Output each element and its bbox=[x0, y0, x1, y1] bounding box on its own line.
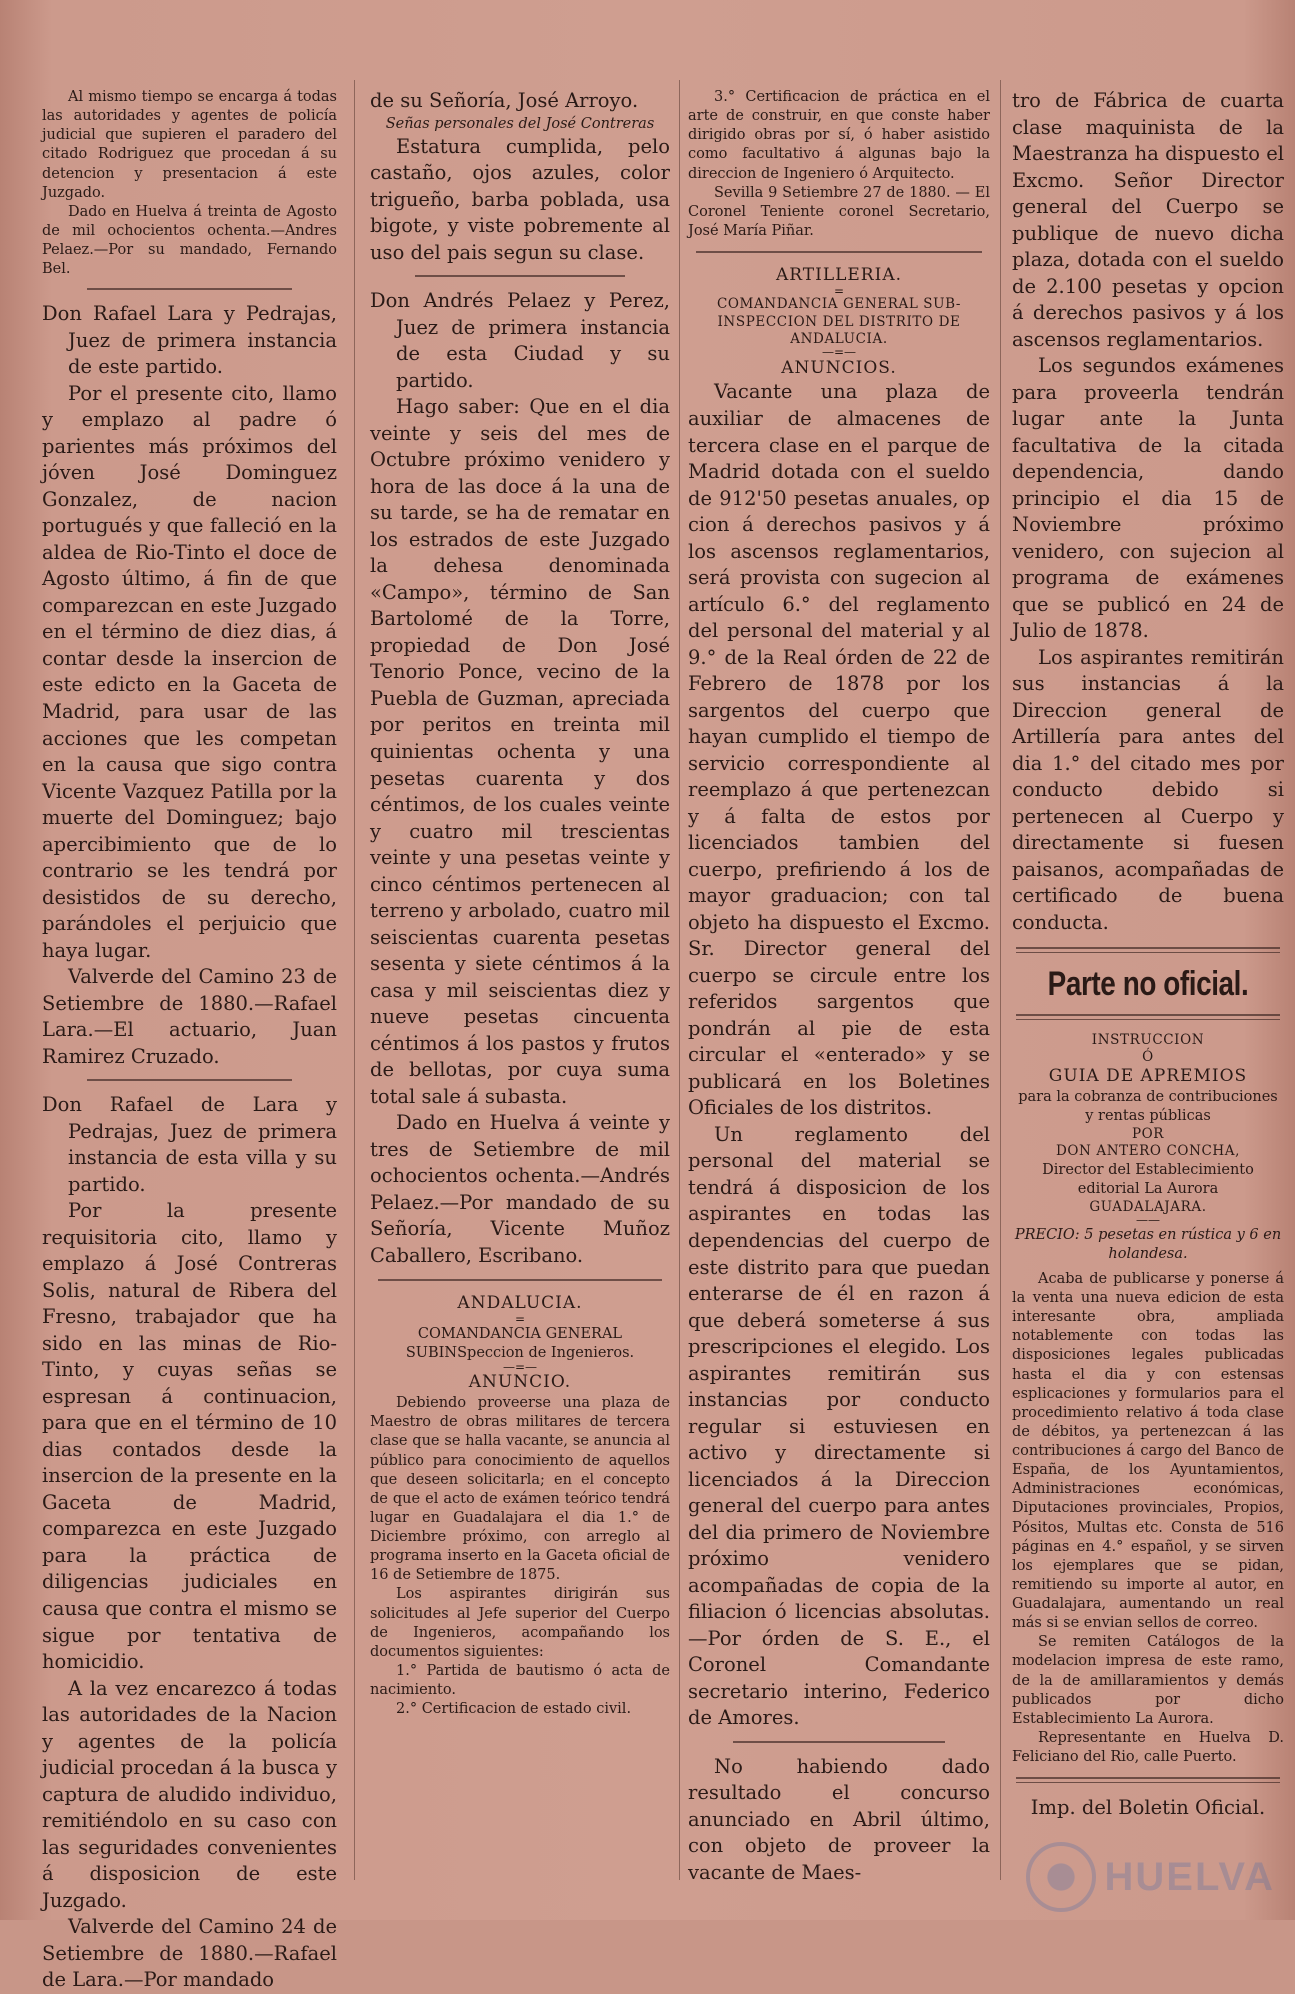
separator bbox=[733, 1741, 945, 1743]
paragraph-3: Los aspirantes remitirán sus instancias á la Direccion general de Artillería para antes del dia 1.° del citado mes por conducto debido si pertenecen al Cuerpo y directamente si fuesen paisanos, acompañadas de certificado de buena conducta. bbox=[1012, 645, 1284, 934]
dash-ornament: —— bbox=[1136, 1213, 1160, 1228]
document-3: 3.° Certificacion de práctica en el arte de construir, en que conste haber dirigido obras por sí, ó haber asistido como facultativo á algunas bajo la direccion de Ingeniero ó Arquitecto. bbox=[688, 89, 990, 182]
double-dash: = bbox=[514, 1312, 526, 1327]
edict1-body: Por el presente cito, llamo y emplazo al padre ó parientes más próximos del jóven José Dominguez Gonzalez, de nacion portugués y que falleció en la aldea de Rio-Tinto el doce de Agosto último, á fin de que comparezcan en este Juzgado en el término de diez dias, á contar desde la insercion de este edicto en la Gaceta de Madrid, para usar de las acciones que les competan en la causa que sigo contra Vicente Vazquez Patilla por la muerte del Dominguez; bajo apercibimiento que de lo contrario se les tendrá por desistidos de su derecho, parándoles el perjuicio que haya lugar. bbox=[42, 381, 337, 962]
por-line: POR bbox=[1131, 1126, 1165, 1143]
separator bbox=[87, 1079, 292, 1081]
intro-dated: Dado en Huelva á treinta de Agosto de mil ochocientos ochenta.—Andres Pelaez.—Por su mandado, Fernando Bel. bbox=[42, 203, 337, 278]
anuncio-title: ANUNCIO. bbox=[468, 1372, 572, 1393]
edict2-header: Don Rafael de Lara y Pedrajas, Juez de primera instancia de esta villa y su partido. bbox=[42, 1093, 337, 1196]
cobranza-line: para la cobranza de contribuciones y rentas públicas bbox=[1018, 1088, 1278, 1124]
edict2-body: Por la presente requisitoria cito, llamo y emplazo á José Contreras Solis, natural de Ribera del Fresno, trabajador que ha sido en las minas de Rio-Tinto, y cuyas señas se espresan á continuacion, para que en el término de 10 dias contados desde la insercion de la presente en la Gaceta de Madrid, comparezca en este Juzgado para la práctica de diligencias judiciales en causa que contra el mismo se sigue por tentativa de homicidio. bbox=[42, 1199, 337, 1674]
section-title-andalucia: ANDALUCIA. bbox=[457, 1293, 583, 1314]
paragraph-2: Los segundos exámenes para proveerla tendrán lugar ante la Junta facultativa de la citada dependencia, dando principio el dia 15 de Noviembre próximo venidero, con sujecion al programa de exámenes que se publicó en 24 de Julio de 1878. bbox=[1012, 354, 1284, 643]
parte-no-oficial-title: Parte no oficial. bbox=[1047, 964, 1249, 1003]
anuncio-body: Debiendo proveerse una plaza de Maestro de obras militares de tercera clase que se halla vacante, se anuncia al público para conocimiento de aquellos que deseen solicitarla; en el concepto de que el acto de exámen teórico tendrá lugar en Guadalajara el dia 1.° de Diciembre próximo, con arreglo al programa inserto en la Gaceta oficial de 16 de Setiembre de 1875. bbox=[370, 1395, 670, 1584]
column-rule bbox=[679, 80, 680, 1880]
section-subtitle: COMANDANCIA GENERAL SUBINSpeccion de Ingenieros. bbox=[405, 1325, 635, 1361]
separator bbox=[1016, 947, 1280, 953]
edict1-signature: Valverde del Camino 23 de Setiembre de 1880.—Rafael Lara.—El actuario, Juan Ramirez Cruzado. bbox=[42, 965, 337, 1068]
edict1-header: Don Rafael Lara y Pedrajas, Juez de primera instancia de este partido. bbox=[42, 302, 337, 379]
edict2-body-2: A la vez encarezco á todas las autoridades de la Nacion y agentes de la policía judicial procedan á la busca y captura de aludido individuo, remitiéndolo en su caso con las seguridades convenientes á disposicion de este Juzgado. bbox=[42, 1676, 337, 1912]
document-1: 1.° Partida de bautismo ó acta de nacimiento. bbox=[370, 1662, 670, 1699]
instruccion-heading: INSTRUCCION bbox=[1091, 1031, 1205, 1048]
column-1 bbox=[42, 88, 337, 1992]
section-title-artilleria: ARTILLERIA. bbox=[775, 265, 902, 285]
separator bbox=[696, 251, 982, 253]
director-line: Director del Establecimiento editorial La Aurora bbox=[1042, 1161, 1254, 1197]
edict2-signature: Valverde del Camino 24 de Setiembre de 1880.—Rafael de Lara.—Por mandado bbox=[42, 1915, 337, 1992]
city-line: GUADALAJARA. bbox=[1089, 1198, 1207, 1215]
column-4 bbox=[1012, 88, 1284, 1880]
continued-paragraph: tro de Fábrica de cuarta clase maquinista de la Maestranza ha dispuesto el Excmo. Señor Director general del Cuerpo se publique de nuevo dicha plaza, dotada con el sueldo de 2.100 pesetas y opcion á derechos pasivos y á los ascensos reglamentarios. bbox=[1012, 89, 1284, 351]
ad-body-2: Se remiten Catálogos de la modelacion impresa de este ramo, de la de amillaramientos y demás publicados por dicho Establecimiento La Aurora. bbox=[1012, 1634, 1284, 1727]
separator bbox=[378, 1279, 662, 1281]
seal-icon bbox=[1026, 1842, 1096, 1912]
separator bbox=[1016, 1777, 1280, 1783]
anuncio-body-2: Los aspirantes dirigirán sus solicitudes al Jefe superior del Cuerpo de Ingenieros, acompañando los documentos siguientes: bbox=[370, 1586, 670, 1660]
watermark bbox=[1026, 1842, 1275, 1912]
o-heading: Ó bbox=[1142, 1048, 1154, 1065]
document-2: 2.° Certificacion de estado civil. bbox=[396, 1701, 632, 1718]
anuncio-3: No habiendo dado resultado el concurso anunciado en Abril último, con objeto de proveer la vacante de Maes- bbox=[688, 1754, 990, 1884]
dash-ornament: —=— bbox=[821, 345, 857, 360]
anuncio-1: Vacante una plaza de auxiliar de almacenes de tercera clase en el parque de Madrid dotada con el sueldo de 912'50 pesetas anuales, op cion á derechos pasivos y á los ascensos reglamentarios, será provista con sugecion al artículo 6.° del reglamento del personal del material y al 9.° de la Real órden de 22 de Febrero de 1878 por los sargentos del cuerpo que hayan cumplido el tiempo de servicio correspondiente al reemplazo á que pertenezcan y á falta de estos por licenciados tambien del cuerpo, prefiriendo á los de mayor graduacion; con tal objeto ha dispuesto el Excmo. Sr. Director general del cuerpo se circule entre los referidos sargentos que pondrán al pie de esta circular el «enterado» y se publicará en los Boletines Oficiales de los distritos. bbox=[688, 380, 990, 1120]
continued-signature: de su Señoría, José Arroyo. bbox=[370, 89, 639, 112]
separator bbox=[415, 275, 625, 277]
guia-heading: GUIA DE APREMIOS bbox=[1048, 1066, 1248, 1087]
separator bbox=[1016, 1014, 1280, 1020]
anuncios-title: ANUNCIOS. bbox=[781, 357, 897, 378]
double-dash: = bbox=[833, 283, 845, 298]
senas-title: Señas personales del José Contreras bbox=[385, 115, 655, 132]
edict3-header: Don Andrés Pelaez y Perez, Juez de primera instancia de esta Ciudad y su partido. bbox=[370, 289, 670, 392]
edict3-body: Hago saber: Que en el dia veinte y seis del mes de Octubre próximo venidero y hora de las doce á la una de su tarde, se ha de rematar en los estrados de este Juzgado la dehesa denominada «Campo», término de San Bartolomé de la Torre, propiedad de Don José Tenorio Ponce, vecino de la Puebla de Guzman, apreciada por peritos en treinta mil quinientas ochenta y una pesetas cuarenta y dos céntimos, de los cuales veinte y cuatro mil trescientas veinte y una pesetas veinte y cinco céntimos pertenecen al terreno y arbolado, cuatro mil seiscientas cuarenta pesetas sesenta y siete céntimos á la casa y mil seiscientas diez y nueve pesetas cincuenta céntimos á los pastos y frutos de bellotas, por cuya suma total sale á subasta. bbox=[370, 395, 670, 1108]
column-rule bbox=[354, 80, 355, 1880]
column-rule bbox=[1000, 80, 1001, 1880]
column-3 bbox=[688, 88, 990, 1884]
dash-ornament: —=— bbox=[502, 1359, 538, 1374]
ad-body: Acaba de publicarse y ponerse á la venta una nueva edicion de esta interesante obra, ampliada notablemente con todas las disposiciones legales publicadas hasta el dia y con estensas esplicaciones y formularios para el procedimiento relativo á toda clase de débitos, ya pertenezcan á las contribuciones á cargo del Banco de España, de los Ayuntamientos, Administraciones económicas, Diputaciones provinciales, Propios, Pósitos, Multas etc. Consta de 516 páginas en 4.° español, y se sirven los ejemplares que se pidan, remitiendo su importe al autor, en Guadalajara, aumentando un real más si se envian sellos de correo. bbox=[1012, 1270, 1284, 1632]
intro-paragraph: Al mismo tiempo se encarga á todas las autoridades y agentes de policía judicial que supieren el paradero del citado Rodriguez que procedan á su detencion y presentacion á este Juzgado. bbox=[42, 89, 337, 201]
author-line: DON ANTERO CONCHA, bbox=[1055, 1143, 1241, 1160]
separator bbox=[87, 288, 292, 290]
edict3-signature: Dado en Huelva á veinte y tres de Setiembre de mil ochocientos ochenta.—Andrés Pelaez.—Por mandado de su Señoría, Vicente Muñoz Caballero, Escribano. bbox=[370, 1111, 670, 1267]
price-line: PRECIO: 5 pesetas en rústica y 6 en holandesa. bbox=[1014, 1226, 1282, 1262]
signature: Sevilla 9 Setiembre 27 de 1880. — El Coronel Teniente coronel Secretario, José María Piñar. bbox=[688, 184, 990, 239]
anuncio-2: Un reglamento del personal del material se tendrá á disposicion de los aspirantes en todas las dependencias del cuerpo de este distrito para que puedan enterarse de él en razon á que deberá someterse á sus prescripciones el elegido. Los aspirantes remitirán sus instancias por conducto regular si estuviesen en activo y directamente si licenciados á la Direccion general del cuerpo para antes del dia primero de Noviembre próximo venidero acompañadas de copia de la filiacion ó licencias absolutas.—Por órden de S. E., el Coronel Comandante secretario interino, Federico de Amores. bbox=[688, 1122, 990, 1730]
column-2 bbox=[370, 88, 670, 1880]
ad-body-3: Representante en Huelva D. Feliciano del Rio, calle Puerto. bbox=[1012, 1729, 1284, 1766]
watermark-text: HUELVA bbox=[1104, 1854, 1275, 1899]
section-subtitle: COMANDANCIA GENERAL SUB-INSPECCION DEL DISTRITO DE ANDALUCIA. bbox=[716, 296, 962, 347]
senas-body: Estatura cumplida, pelo castaño, ojos azules, color trigueño, barba poblada, usa bigote, y viste pobremente al uso del pais segun su clase. bbox=[370, 134, 670, 264]
imprint-line: Imp. del Boletin Oficial. bbox=[1030, 1796, 1266, 1820]
